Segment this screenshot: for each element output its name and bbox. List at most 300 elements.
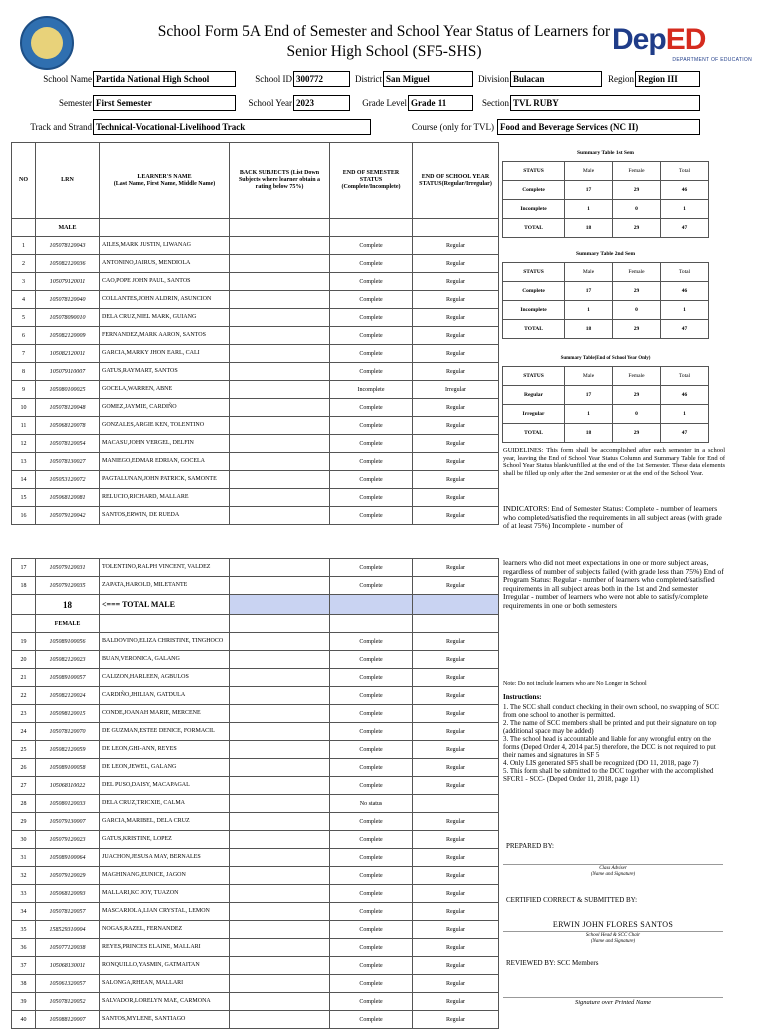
- learner-sem-status: Complete: [330, 903, 413, 921]
- learner-name: RONQUILLO,YASMIN, GATMAITAN: [100, 957, 230, 975]
- learner-lrn: 105078120048: [36, 399, 100, 417]
- learner-back-subjects: [230, 885, 330, 903]
- learner-sy-status: Irregular: [413, 381, 499, 399]
- learner-sy-status: Regular: [413, 903, 499, 921]
- school-name-field[interactable]: Partida National High School: [93, 71, 236, 87]
- learner-lrn: 105080120033: [36, 795, 100, 813]
- learner-no: 2: [12, 255, 36, 273]
- learner-name: MALLARI,KC JOY, TUAZON: [100, 885, 230, 903]
- col-sem-header: END OF SEMESTER STATUS (Complete/Incomplete): [330, 143, 413, 219]
- learner-row: [12, 291, 499, 309]
- learner-name: CONDE,JOANAH MARIE, MERCENE: [100, 705, 230, 723]
- course-field[interactable]: Food and Beverage Services (NC II): [497, 119, 700, 135]
- learner-lrn: 105079120035: [36, 577, 100, 595]
- learner-no: 3: [12, 273, 36, 291]
- summary1-total: 47: [661, 219, 709, 238]
- learner-name: GONZALES,ARGIE KEN, TOLENTINO: [100, 417, 230, 435]
- summary1-row: [503, 219, 709, 238]
- col-lrn-header: LRN: [36, 143, 100, 219]
- learner-sem-status: No status: [330, 795, 413, 813]
- learner-row: [12, 471, 499, 489]
- learner-name: NOGAS,RAZEL, FERNANDEZ: [100, 921, 230, 939]
- summary3-h-female: Female: [613, 367, 661, 386]
- learner-row: [12, 903, 499, 921]
- learner-sy-status: Regular: [413, 957, 499, 975]
- summary2-male: 17: [565, 282, 613, 301]
- division-field[interactable]: Bulacan: [510, 71, 602, 87]
- summary1-total: 46: [661, 181, 709, 200]
- summary3-female: 29: [613, 424, 661, 443]
- learner-row: [12, 1011, 499, 1029]
- learner-row: [12, 849, 499, 867]
- learner-sy-status: Regular: [413, 885, 499, 903]
- col-no-header: NO: [12, 143, 36, 219]
- learner-back-subjects: [230, 741, 330, 759]
- summary3-male: 18: [565, 424, 613, 443]
- learner-no: 38: [12, 975, 36, 993]
- summary2-label: Incomplete: [503, 301, 565, 320]
- col-name-header: LEARNER'S NAME (Last Name, First Name, Middle Name): [100, 143, 230, 219]
- learner-name: CAO,POPE JOHN PAUL, SANTOS: [100, 273, 230, 291]
- learner-back-subjects: [230, 273, 330, 291]
- learner-sem-status: Complete: [330, 705, 413, 723]
- learner-no: 18: [12, 577, 36, 595]
- learner-back-subjects: [230, 327, 330, 345]
- learner-lrn: 105078120052: [36, 993, 100, 1011]
- learner-name: SALONGA,RHEAN, MALLARI: [100, 975, 230, 993]
- learner-back-subjects: [230, 489, 330, 507]
- learner-back-subjects: [230, 381, 330, 399]
- learner-sy-status: Regular: [413, 345, 499, 363]
- learner-name: BUAN,VERONICA, GALANG: [100, 651, 230, 669]
- learner-row: [12, 705, 499, 723]
- learner-sem-status: Complete: [330, 939, 413, 957]
- learner-name: FERNANDEZ,MARK AARON, SANTOS: [100, 327, 230, 345]
- learner-lrn: 105082120023: [36, 651, 100, 669]
- learner-lrn: 105088120007: [36, 1011, 100, 1029]
- summary1-total: 1: [661, 200, 709, 219]
- learner-back-subjects: [230, 921, 330, 939]
- learner-name: GOMEZ,JAYMIE, CARDIÑO: [100, 399, 230, 417]
- learner-back-subjects: [230, 471, 330, 489]
- learner-lrn: 105053120072: [36, 471, 100, 489]
- learner-sem-status: Complete: [330, 687, 413, 705]
- learner-no: 28: [12, 795, 36, 813]
- learner-back-subjects: [230, 399, 330, 417]
- learner-lrn: 105079130007: [36, 813, 100, 831]
- male-rows-bottom: [12, 559, 499, 595]
- learner-row: [12, 867, 499, 885]
- learner-row: [12, 831, 499, 849]
- learner-name: SANTOS,ERWIN, DE RUEDA: [100, 507, 230, 525]
- summary2-title: Summary Table 2nd Sem: [575, 251, 636, 257]
- learner-sem-status: Complete: [330, 813, 413, 831]
- learner-lrn: 105078120040: [36, 291, 100, 309]
- male-section-label: MALE: [36, 219, 100, 237]
- course-label: Course (only for TVL): [411, 122, 494, 132]
- guidelines-text: GUIDELINES: This form shall be accomplished after each semester in a school year, leaving the End of School Year Status Column and Summary Table for End of School Year Status blank/unfilled at the end of the 1st Semester. These data elements shall be filled up only after the 2nd semester or at the end of the School Year.: [503, 447, 725, 477]
- learner-lrn: 105068130011: [36, 957, 100, 975]
- learner-row: [12, 453, 499, 471]
- track-field[interactable]: Technical-Vocational-Livelihood Track: [93, 119, 371, 135]
- summary2-total: 1: [661, 301, 709, 320]
- learner-row: [12, 975, 499, 993]
- learner-sy-status: Regular: [413, 813, 499, 831]
- summary1-female: 29: [613, 219, 661, 238]
- learner-no: 11: [12, 417, 36, 435]
- summary2-row: [503, 320, 709, 339]
- learner-back-subjects: [230, 867, 330, 885]
- summary2-h-total: Total: [661, 263, 709, 282]
- learner-name: GATUS,RAYMART, SANTOS: [100, 363, 230, 381]
- learner-sy-status: Regular: [413, 363, 499, 381]
- learner-lrn: 105077120038: [36, 939, 100, 957]
- learner-back-subjects: [230, 309, 330, 327]
- learner-sem-status: Complete: [330, 255, 413, 273]
- learner-lrn: 105082120024: [36, 687, 100, 705]
- learner-lrn: 105079120023: [36, 831, 100, 849]
- learner-sy-status: Regular: [413, 489, 499, 507]
- learner-name: SANTOS,MYLENE, SANTIAGO: [100, 1011, 230, 1029]
- learner-back-subjects: [230, 723, 330, 741]
- learner-sem-status: Complete: [330, 471, 413, 489]
- learner-lrn: 105079110007: [36, 363, 100, 381]
- learner-no: 1: [12, 237, 36, 255]
- learner-sy-status: [413, 795, 499, 813]
- learner-back-subjects: [230, 939, 330, 957]
- summary1-female: 0: [613, 200, 661, 219]
- learner-row: [12, 237, 499, 255]
- deped-logo-right: ED: [665, 23, 706, 56]
- district-label: District: [355, 74, 382, 84]
- learner-lrn: 105078130027: [36, 453, 100, 471]
- certified-label: CERTIFIED CORRECT & SUBMITTED BY:: [506, 896, 638, 904]
- learners-table-bottom: [11, 558, 499, 1029]
- summary2-row: [503, 301, 709, 320]
- summary2-h-status: STATUS: [503, 263, 565, 282]
- summary3-label: Irregular: [503, 405, 565, 424]
- summary3-row: [503, 424, 709, 443]
- learner-row: [12, 559, 499, 577]
- learner-back-subjects: [230, 759, 330, 777]
- summary3-row: [503, 405, 709, 424]
- district-field[interactable]: San Miguel: [383, 71, 473, 87]
- learner-sem-status: Complete: [330, 399, 413, 417]
- learner-name: DE LEON,GHI-ANN, REYES: [100, 741, 230, 759]
- learner-sy-status: Regular: [413, 399, 499, 417]
- learner-row: [12, 399, 499, 417]
- learner-back-subjects: [230, 363, 330, 381]
- learner-sy-status: Regular: [413, 327, 499, 345]
- summary3-total: 47: [661, 424, 709, 443]
- total-male-label: <=== TOTAL MALE: [100, 595, 230, 615]
- learner-name: GARCIA,MARIBEL, DELA CRUZ: [100, 813, 230, 831]
- learner-lrn: 105082120011: [36, 345, 100, 363]
- col-sy-header: END OF SCHOOL YEAR STATUS(Regular/Irregular): [413, 143, 499, 219]
- adviser-signature-line[interactable]: [503, 864, 723, 865]
- summary2-female: 0: [613, 301, 661, 320]
- learner-no: 23: [12, 705, 36, 723]
- learner-row: [12, 939, 499, 957]
- learner-lrn: 105078120054: [36, 435, 100, 453]
- learner-name: COLLANTES,JOHN ALDRIN, ASUNCION: [100, 291, 230, 309]
- learner-lrn: 105089100056: [36, 633, 100, 651]
- learner-name: DELA CRUZ,TRICXIE, CALMA: [100, 795, 230, 813]
- learner-sy-status: Regular: [413, 507, 499, 525]
- learner-sem-status: Complete: [330, 831, 413, 849]
- learner-name: GOCELA,WARREN, ABNE: [100, 381, 230, 399]
- learner-no: 4: [12, 291, 36, 309]
- learner-row: [12, 813, 499, 831]
- scc-signature-line[interactable]: [503, 997, 723, 998]
- learner-name: SALVADOR,LORELYN MAE, CARMONA: [100, 993, 230, 1011]
- learner-no: 30: [12, 831, 36, 849]
- learner-sem-status: Complete: [330, 669, 413, 687]
- learner-lrn: 158529310004: [36, 921, 100, 939]
- learner-back-subjects: [230, 687, 330, 705]
- male-rows-top: [12, 237, 499, 525]
- learner-sem-status: Complete: [330, 849, 413, 867]
- learner-sem-status: Complete: [330, 885, 413, 903]
- learner-no: 27: [12, 777, 36, 795]
- learner-back-subjects: [230, 831, 330, 849]
- summary3-total: 1: [661, 405, 709, 424]
- learner-lrn: 105079120011: [36, 273, 100, 291]
- learner-back-subjects: [230, 417, 330, 435]
- summary3-row: [503, 386, 709, 405]
- learner-sy-status: Regular: [413, 831, 499, 849]
- learner-no: 29: [12, 813, 36, 831]
- learner-sy-status: Regular: [413, 435, 499, 453]
- prepared-by-label: PREPARED BY:: [506, 842, 554, 850]
- learner-row: [12, 327, 499, 345]
- region-field[interactable]: Region III: [635, 71, 700, 87]
- learner-lrn: 105068110022: [36, 777, 100, 795]
- learner-sy-status: Regular: [413, 993, 499, 1011]
- learner-back-subjects: [230, 669, 330, 687]
- learner-name: CALIZON,HARLEEN, AGBULOS: [100, 669, 230, 687]
- learner-back-subjects: [230, 435, 330, 453]
- learner-sy-status: Regular: [413, 651, 499, 669]
- learner-lrn: 105089100057: [36, 669, 100, 687]
- learner-sy-status: Regular: [413, 921, 499, 939]
- learner-no: 16: [12, 507, 36, 525]
- division-label: Division: [477, 74, 509, 84]
- summary3-male: 1: [565, 405, 613, 424]
- summary1-female: 29: [613, 181, 661, 200]
- summary1-h-total: Total: [661, 162, 709, 181]
- learner-back-subjects: [230, 633, 330, 651]
- learner-no: 35: [12, 921, 36, 939]
- learner-sem-status: Complete: [330, 651, 413, 669]
- indicators-text-top: INDICATORS: End of Semester Status: Complete - number of learners who completed/satisfied the requirements in all subject areas (with grade of at least 75%) Incomplete - number of: [503, 505, 722, 530]
- learner-sem-status: Complete: [330, 633, 413, 651]
- learner-no: 32: [12, 867, 36, 885]
- school-head-name: ERWIN JOHN FLORES SANTOS: [552, 920, 674, 929]
- learner-back-subjects: [230, 903, 330, 921]
- learner-no: 37: [12, 957, 36, 975]
- total-male-count: 18: [36, 595, 100, 615]
- learner-back-subjects: [230, 849, 330, 867]
- learner-sem-status: Complete: [330, 309, 413, 327]
- learner-sy-status: Regular: [413, 723, 499, 741]
- learner-lrn: 105068120081: [36, 489, 100, 507]
- semester-field[interactable]: First Semester: [93, 95, 236, 111]
- learner-name: MACASU,JOHN VERGEL, DELFIN: [100, 435, 230, 453]
- learner-sem-status: Complete: [330, 507, 413, 525]
- learner-no: 12: [12, 435, 36, 453]
- learner-sy-status: Regular: [413, 471, 499, 489]
- learner-sy-status: Regular: [413, 669, 499, 687]
- learner-back-subjects: [230, 507, 330, 525]
- learner-row: [12, 741, 499, 759]
- learner-back-subjects: [230, 993, 330, 1011]
- learner-sy-status: Regular: [413, 741, 499, 759]
- learner-lrn: 105082120036: [36, 255, 100, 273]
- learner-no: 17: [12, 559, 36, 577]
- learner-back-subjects: [230, 1011, 330, 1029]
- summary3-h-total: Total: [661, 367, 709, 386]
- learner-sem-status: Incomplete: [330, 381, 413, 399]
- learner-row: [12, 957, 499, 975]
- learner-sy-status: Regular: [413, 255, 499, 273]
- head-signature-line[interactable]: [503, 931, 723, 932]
- learner-no: 24: [12, 723, 36, 741]
- learner-sy-status: Regular: [413, 291, 499, 309]
- summary1-row: [503, 200, 709, 219]
- region-label: Region: [608, 74, 634, 84]
- learners-table-top: [11, 142, 499, 525]
- summary2-h-male: Male: [565, 263, 613, 282]
- summary1-male: 18: [565, 219, 613, 238]
- learner-sem-status: Complete: [330, 577, 413, 595]
- learner-sy-status: Regular: [413, 633, 499, 651]
- learner-back-subjects: [230, 813, 330, 831]
- learner-no: 5: [12, 309, 36, 327]
- school-head-role: School Head & SCC Chair (Name and Signature): [585, 933, 641, 944]
- grade-level-field[interactable]: Grade 11: [408, 95, 473, 111]
- summary2-label: TOTAL: [503, 320, 565, 339]
- summary3-total: 46: [661, 386, 709, 405]
- learner-lrn: 105078120057: [36, 903, 100, 921]
- instructions-title: Instructions:: [503, 693, 542, 701]
- summary1-label: TOTAL: [503, 219, 565, 238]
- summary2-male: 18: [565, 320, 613, 339]
- learner-no: 20: [12, 651, 36, 669]
- summary2-female: 29: [613, 282, 661, 301]
- learner-name: TOLENTINO,RALPH VINCENT, VALDEZ: [100, 559, 230, 577]
- learner-row: [12, 633, 499, 651]
- learner-row: [12, 417, 499, 435]
- learner-row: [12, 381, 499, 399]
- learner-sem-status: Complete: [330, 741, 413, 759]
- learner-no: 22: [12, 687, 36, 705]
- learner-no: 33: [12, 885, 36, 903]
- learner-lrn: 105078120043: [36, 237, 100, 255]
- learner-name: ZAPATA,HAROLD, MILETANTE: [100, 577, 230, 595]
- summary1-h-male: Male: [565, 162, 613, 181]
- learner-row: [12, 363, 499, 381]
- school-year-field[interactable]: 2023: [293, 95, 350, 111]
- summary3-label: TOTAL: [503, 424, 565, 443]
- learner-lrn: 105080100025: [36, 381, 100, 399]
- learner-name: AILES,MARK JUSTIN, LIWANAG: [100, 237, 230, 255]
- learner-row: [12, 651, 499, 669]
- learner-sy-status: Regular: [413, 867, 499, 885]
- summary1-row: [503, 181, 709, 200]
- summary3-h-status: STATUS: [503, 367, 565, 386]
- summary1-h-status: STATUS: [503, 162, 565, 181]
- school-id-field[interactable]: 300772: [293, 71, 350, 87]
- learner-no: 36: [12, 939, 36, 957]
- learner-sy-status: Regular: [413, 777, 499, 795]
- summary-table-2nd-sem: [502, 246, 709, 339]
- learner-name: CARDIÑO,JHILIAN, GATDULA: [100, 687, 230, 705]
- learner-no: 39: [12, 993, 36, 1011]
- learner-lrn: 105079120031: [36, 559, 100, 577]
- learner-row: [12, 777, 499, 795]
- learner-back-subjects: [230, 777, 330, 795]
- learner-sem-status: Complete: [330, 993, 413, 1011]
- learner-sy-status: Regular: [413, 453, 499, 471]
- learner-sem-status: Complete: [330, 417, 413, 435]
- learner-lrn: 105079120029: [36, 867, 100, 885]
- learner-no: 25: [12, 741, 36, 759]
- learner-back-subjects: [230, 237, 330, 255]
- summary3-male: 17: [565, 386, 613, 405]
- learner-sem-status: Complete: [330, 867, 413, 885]
- learner-name: MAGHINANG,EUNICE, JAGON: [100, 867, 230, 885]
- learner-row: [12, 577, 499, 595]
- reviewed-by-label: REVIEWED BY: SCC Members: [506, 959, 599, 967]
- learner-sem-status: Complete: [330, 921, 413, 939]
- learner-sem-status: Complete: [330, 237, 413, 255]
- learner-no: 15: [12, 489, 36, 507]
- learner-no: 8: [12, 363, 36, 381]
- learner-back-subjects: [230, 291, 330, 309]
- summary2-total: 46: [661, 282, 709, 301]
- learner-sem-status: Complete: [330, 759, 413, 777]
- learner-no: 19: [12, 633, 36, 651]
- learner-row: [12, 309, 499, 327]
- learner-back-subjects: [230, 345, 330, 363]
- learner-sy-status: Regular: [413, 417, 499, 435]
- deped-logo: [612, 24, 752, 68]
- learner-name: REYES,PRINCES ELAINE, MALLARI: [100, 939, 230, 957]
- learner-sem-status: Complete: [330, 489, 413, 507]
- learner-sem-status: Complete: [330, 435, 413, 453]
- learner-lrn: 105079120042: [36, 507, 100, 525]
- school-id-label: School ID: [255, 74, 292, 84]
- learner-sem-status: Complete: [330, 1011, 413, 1029]
- learner-sy-status: Regular: [413, 975, 499, 993]
- female-rows: [12, 633, 499, 1029]
- col-back-header: BACK SUBJECTS (List Down Subjects where learner obtain a rating below 75%): [230, 143, 330, 219]
- deped-logo-sub: DEPARTMENT OF EDUCATION: [672, 57, 752, 63]
- learner-row: [12, 759, 499, 777]
- title-line-1: School Form 5A End of Semester and School Year Status of Learners for: [157, 23, 611, 40]
- learner-name: RELUCIO,RICHARD, MALLARE: [100, 489, 230, 507]
- learner-no: 21: [12, 669, 36, 687]
- learner-sem-status: Complete: [330, 327, 413, 345]
- learner-lrn: 105098120015: [36, 705, 100, 723]
- learner-row: [12, 669, 499, 687]
- summary3-title: Summary Table(End of School Year Only): [560, 355, 651, 361]
- learner-no: 13: [12, 453, 36, 471]
- section-field[interactable]: TVL RUBY: [510, 95, 700, 111]
- learner-sy-status: Regular: [413, 939, 499, 957]
- learner-sy-status: Regular: [413, 237, 499, 255]
